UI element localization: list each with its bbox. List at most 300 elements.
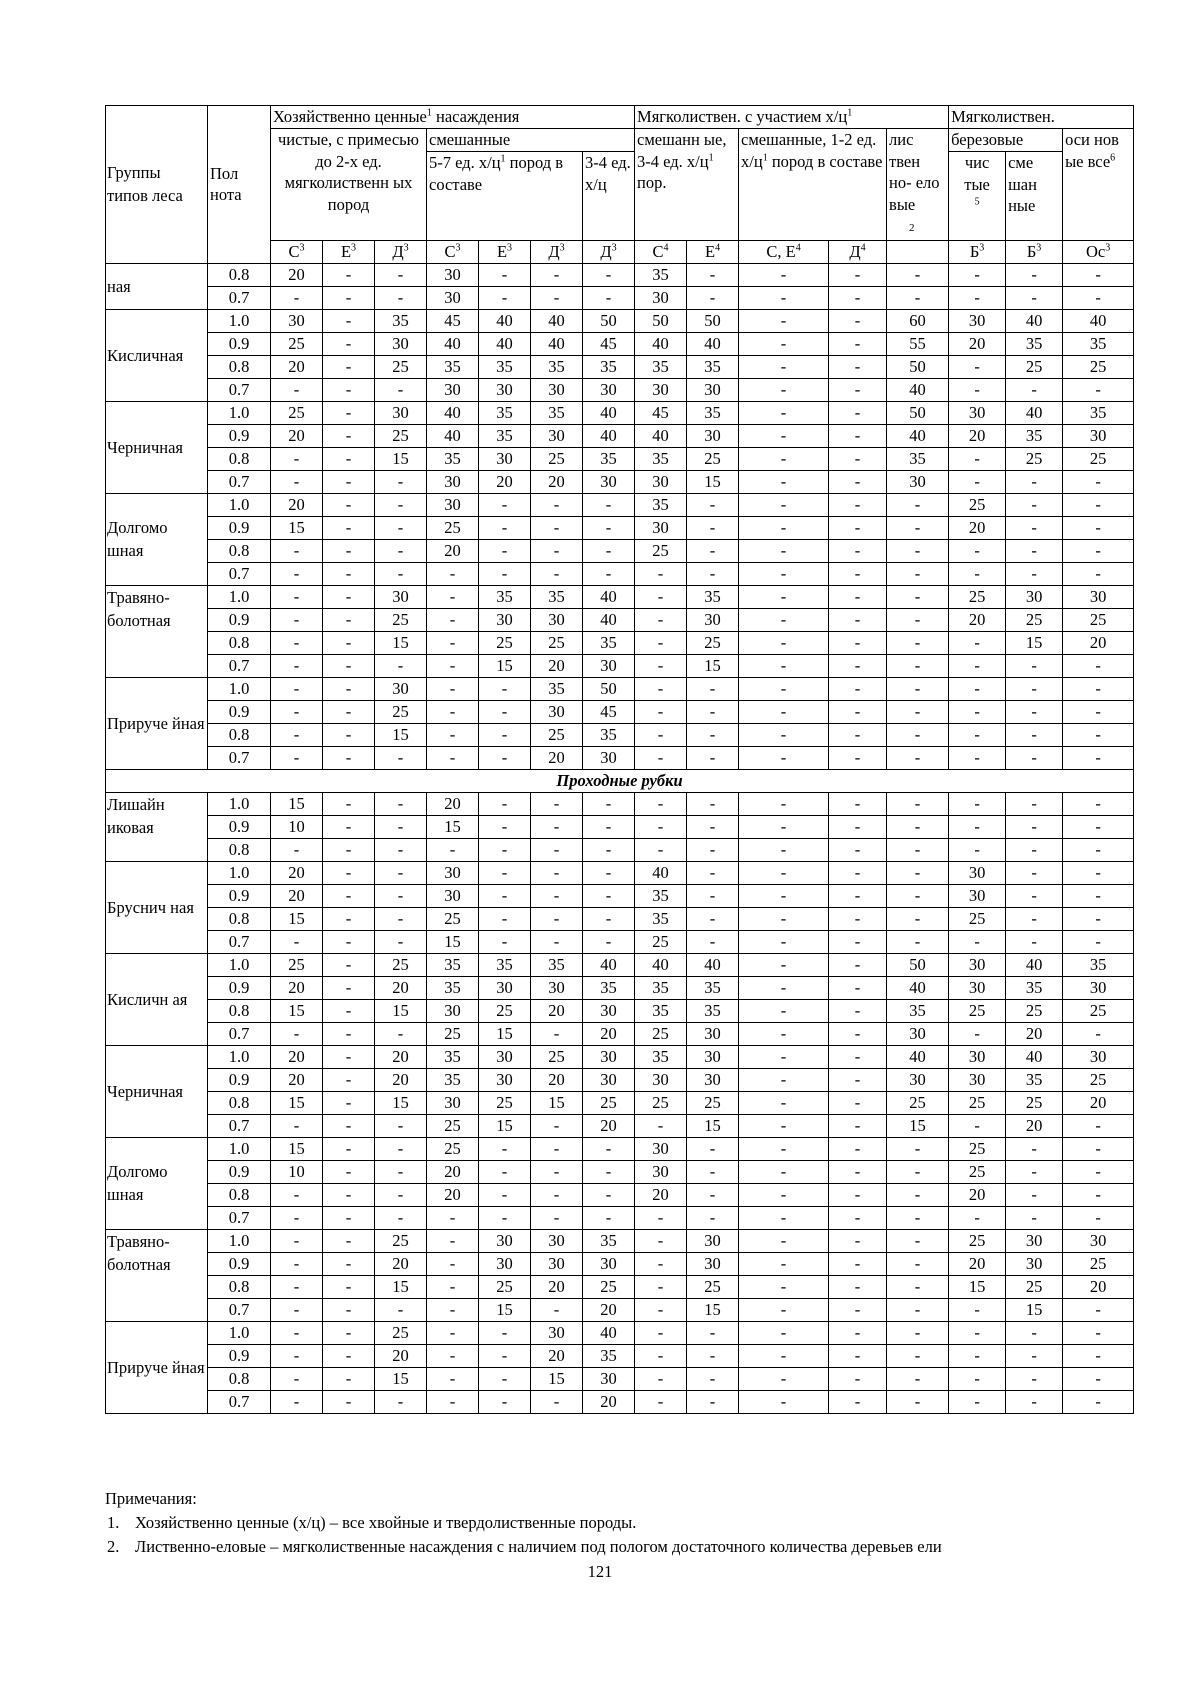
value-cell: 30 — [427, 286, 479, 309]
value-cell: 30 — [375, 401, 427, 424]
value-cell: - — [887, 585, 949, 608]
stocking-cell: 0.8 — [208, 263, 271, 286]
value-cell: - — [271, 1229, 323, 1252]
value-cell: - — [887, 1183, 949, 1206]
value-cell: 15 — [375, 1367, 427, 1390]
value-cell: - — [1006, 1160, 1063, 1183]
value-cell: - — [323, 309, 375, 332]
footnote-ref: 1 — [708, 152, 714, 163]
value-cell: 50 — [583, 677, 635, 700]
stocking-cell: 0.8 — [208, 999, 271, 1022]
value-cell: 40 — [583, 608, 635, 631]
value-cell: 30 — [427, 861, 479, 884]
value-cell: 45 — [427, 309, 479, 332]
value-cell: - — [375, 378, 427, 401]
value-cell: - — [739, 1114, 829, 1137]
stocking-cell: 0.7 — [208, 286, 271, 309]
value-cell: 35 — [479, 424, 531, 447]
value-cell: 35 — [635, 493, 687, 516]
value-cell: 20 — [271, 355, 323, 378]
value-cell: - — [375, 493, 427, 516]
species-label: Д — [600, 241, 612, 261]
value-cell: 40 — [427, 424, 479, 447]
value-cell: - — [739, 585, 829, 608]
table-row — [106, 677, 1134, 700]
value-cell: - — [739, 1022, 829, 1045]
table-row — [106, 1298, 1134, 1321]
value-cell: - — [531, 1137, 583, 1160]
value-cell: - — [829, 1137, 887, 1160]
value-cell: - — [887, 1344, 949, 1367]
value-cell: - — [271, 470, 323, 493]
value-cell: - — [829, 263, 887, 286]
value-cell: - — [829, 999, 887, 1022]
value-cell: - — [271, 1298, 323, 1321]
value-cell: - — [323, 1206, 375, 1229]
value-cell: - — [739, 355, 829, 378]
mixed-57-label-end: пород в составе — [429, 153, 564, 194]
value-cell: - — [949, 263, 1006, 286]
softwood-with-valuable-header — [635, 106, 949, 129]
value-cell: 25 — [949, 1137, 1006, 1160]
value-cell: - — [323, 1298, 375, 1321]
stocking-cell: 1.0 — [208, 677, 271, 700]
value-cell: - — [323, 700, 375, 723]
value-cell: - — [479, 884, 531, 907]
value-cell: 20 — [949, 332, 1006, 355]
value-cell: 40 — [887, 1045, 949, 1068]
stocking-cell: 1.0 — [208, 1137, 271, 1160]
value-cell: - — [739, 401, 829, 424]
value-cell: - — [323, 263, 375, 286]
mk-mixed-12-label: смешанные, 1-2 ед. х/ц — [741, 130, 877, 171]
value-cell: - — [687, 861, 739, 884]
value-cell: 25 — [687, 1091, 739, 1114]
value-cell: 20 — [949, 1183, 1006, 1206]
value-cell: - — [375, 263, 427, 286]
value-cell: - — [323, 1045, 375, 1068]
value-cell: - — [829, 677, 887, 700]
value-cell: - — [271, 447, 323, 470]
value-cell: 30 — [1063, 976, 1134, 999]
stocking-cell: 0.7 — [208, 470, 271, 493]
species-header-cell — [323, 240, 375, 263]
value-cell: - — [479, 1367, 531, 1390]
value-cell: - — [375, 1183, 427, 1206]
value-cell: 25 — [531, 631, 583, 654]
species-header-cell — [427, 240, 479, 263]
value-cell: - — [829, 631, 887, 654]
value-cell: - — [323, 1137, 375, 1160]
stocking-cell: 0.7 — [208, 654, 271, 677]
value-cell: - — [1006, 700, 1063, 723]
value-cell: - — [829, 792, 887, 815]
value-cell: - — [949, 1321, 1006, 1344]
value-cell: 35 — [427, 953, 479, 976]
value-cell: 40 — [1006, 401, 1063, 424]
value-cell: - — [1006, 263, 1063, 286]
stocking-cell: 0.9 — [208, 976, 271, 999]
value-cell: 35 — [583, 447, 635, 470]
notes-title: Примечания: — [105, 1489, 197, 1508]
value-cell: - — [323, 401, 375, 424]
value-cell: - — [479, 539, 531, 562]
table-row — [106, 1183, 1134, 1206]
value-cell: - — [949, 1114, 1006, 1137]
value-cell: - — [687, 884, 739, 907]
value-cell: - — [739, 976, 829, 999]
value-cell: - — [887, 654, 949, 677]
value-cell: - — [427, 1206, 479, 1229]
stocking-cell: 0.9 — [208, 815, 271, 838]
footnote-ref: 3 — [1105, 242, 1111, 253]
value-cell: - — [829, 1183, 887, 1206]
value-cell: 20 — [583, 1022, 635, 1045]
value-cell: 30 — [479, 378, 531, 401]
value-cell: 30 — [531, 378, 583, 401]
value-cell: - — [739, 930, 829, 953]
table-row — [106, 608, 1134, 631]
value-cell: - — [1006, 562, 1063, 585]
value-cell: - — [323, 1229, 375, 1252]
value-cell: - — [739, 654, 829, 677]
value-cell: 40 — [531, 332, 583, 355]
value-cell: 20 — [531, 470, 583, 493]
value-cell: 25 — [427, 1022, 479, 1045]
value-cell: - — [271, 1206, 323, 1229]
species-header-cell — [531, 240, 583, 263]
note-number: 2. — [107, 1537, 120, 1556]
value-cell: - — [479, 1206, 531, 1229]
value-cell: - — [635, 654, 687, 677]
value-cell: 15 — [479, 1114, 531, 1137]
value-cell: - — [635, 838, 687, 861]
value-cell: 30 — [1063, 1045, 1134, 1068]
forest-type-group: ная — [106, 263, 208, 309]
value-cell: 25 — [949, 907, 1006, 930]
value-cell: - — [531, 838, 583, 861]
species-label: Д — [849, 241, 861, 261]
value-cell: - — [375, 286, 427, 309]
value-cell: - — [1063, 1390, 1134, 1413]
section-title: Проходные рубки — [106, 769, 1134, 792]
table-row — [106, 1068, 1134, 1091]
value-cell: - — [271, 654, 323, 677]
value-cell: - — [271, 1252, 323, 1275]
value-cell: - — [323, 884, 375, 907]
value-cell: 30 — [479, 1068, 531, 1091]
value-cell: 25 — [687, 447, 739, 470]
value-cell: 25 — [635, 930, 687, 953]
clean-stands-header — [271, 129, 427, 241]
value-cell: - — [1006, 815, 1063, 838]
stocking-cell: 1.0 — [208, 953, 271, 976]
value-cell: - — [1063, 861, 1134, 884]
value-cell: 30 — [479, 1045, 531, 1068]
value-cell: - — [1006, 1344, 1063, 1367]
value-cell: - — [271, 700, 323, 723]
table-row — [106, 1275, 1134, 1298]
species-label: Е — [496, 241, 508, 261]
forest-type-group: Долгомо шная — [106, 1137, 208, 1229]
value-cell: - — [323, 1183, 375, 1206]
value-cell: - — [887, 1252, 949, 1275]
value-cell: - — [829, 447, 887, 470]
value-cell: 20 — [949, 516, 1006, 539]
value-cell: - — [583, 861, 635, 884]
stocking-cell: 1.0 — [208, 861, 271, 884]
value-cell: - — [949, 447, 1006, 470]
value-cell: - — [1006, 654, 1063, 677]
value-cell: - — [1063, 562, 1134, 585]
stocking-cell: 0.8 — [208, 1275, 271, 1298]
value-cell: - — [687, 907, 739, 930]
value-cell: 35 — [635, 1045, 687, 1068]
forest-type-group: Кисличн ая — [106, 953, 208, 1045]
value-cell: - — [531, 286, 583, 309]
value-cell: 40 — [887, 424, 949, 447]
value-cell: - — [829, 1344, 887, 1367]
value-cell: - — [427, 585, 479, 608]
value-cell: - — [1006, 792, 1063, 815]
value-cell: - — [479, 516, 531, 539]
value-cell: - — [1006, 723, 1063, 746]
value-cell: - — [739, 1275, 829, 1298]
value-cell: 35 — [887, 447, 949, 470]
value-cell: 30 — [949, 884, 1006, 907]
value-cell: - — [1006, 1321, 1063, 1344]
value-cell: - — [427, 1275, 479, 1298]
value-cell: - — [687, 286, 739, 309]
stocking-cell: 0.9 — [208, 516, 271, 539]
value-cell: - — [739, 1321, 829, 1344]
value-cell: - — [887, 1321, 949, 1344]
species-label: С — [288, 241, 300, 261]
value-cell: 25 — [375, 700, 427, 723]
value-cell: 35 — [427, 976, 479, 999]
value-cell: - — [1006, 378, 1063, 401]
value-cell: - — [687, 1367, 739, 1390]
value-cell: 50 — [687, 309, 739, 332]
mixed-57-label: 5-7 ед. х/ц — [429, 153, 501, 172]
value-cell: - — [271, 723, 323, 746]
value-cell: - — [479, 677, 531, 700]
value-cell: 20 — [1063, 1275, 1134, 1298]
value-cell: 40 — [635, 953, 687, 976]
value-cell: - — [427, 1390, 479, 1413]
value-cell: - — [583, 1183, 635, 1206]
value-cell: - — [739, 1252, 829, 1275]
table-row — [106, 539, 1134, 562]
value-cell: 30 — [949, 861, 1006, 884]
value-cell: - — [1006, 286, 1063, 309]
value-cell: - — [1063, 1344, 1134, 1367]
footnote-ref: 1 — [847, 107, 853, 119]
value-cell: - — [479, 1183, 531, 1206]
value-cell: - — [829, 700, 887, 723]
stocking-cell: 0.8 — [208, 723, 271, 746]
value-cell: - — [887, 539, 949, 562]
value-cell: - — [271, 1114, 323, 1137]
value-cell: 15 — [271, 792, 323, 815]
table-row — [106, 746, 1134, 769]
value-cell: 35 — [479, 401, 531, 424]
stocking-cell: 0.9 — [208, 332, 271, 355]
value-cell: 40 — [635, 424, 687, 447]
note-text: Лиственно-еловые – мягколиственные насаждения с наличием под пологом достаточного количества деревьев ели — [135, 1537, 942, 1556]
value-cell: 15 — [479, 654, 531, 677]
value-cell: 30 — [687, 1068, 739, 1091]
table-row — [106, 378, 1134, 401]
value-cell: 15 — [1006, 631, 1063, 654]
value-cell: 20 — [479, 470, 531, 493]
value-cell: 25 — [1006, 1091, 1063, 1114]
species-label: Д — [548, 241, 560, 261]
value-cell: - — [427, 1252, 479, 1275]
mixed-label: смешанные — [429, 130, 511, 149]
value-cell: - — [829, 1091, 887, 1114]
stocking-cell: 0.8 — [208, 907, 271, 930]
value-cell: 25 — [479, 1091, 531, 1114]
value-cell: - — [829, 1298, 887, 1321]
value-cell: 15 — [531, 1091, 583, 1114]
stocking-cell: 0.8 — [208, 1367, 271, 1390]
value-cell: - — [375, 1022, 427, 1045]
stocking-cell: 0.7 — [208, 1390, 271, 1413]
value-cell: - — [323, 838, 375, 861]
mk-mixed-12-label-end: пород в составе — [767, 151, 883, 171]
value-cell: - — [323, 424, 375, 447]
value-cell: - — [1006, 838, 1063, 861]
table-row — [106, 815, 1134, 838]
value-cell: 25 — [375, 953, 427, 976]
value-cell: - — [271, 1183, 323, 1206]
footnote-ref: 4 — [860, 242, 866, 253]
footnote-ref: 3 — [1036, 242, 1042, 253]
value-cell: - — [887, 884, 949, 907]
value-cell: 25 — [635, 1091, 687, 1114]
value-cell: - — [427, 700, 479, 723]
value-cell: 25 — [531, 723, 583, 746]
birch-clean-header — [949, 152, 1006, 241]
value-cell: - — [887, 861, 949, 884]
value-cell: - — [271, 378, 323, 401]
value-cell: - — [887, 907, 949, 930]
value-cell: 25 — [949, 493, 1006, 516]
note-number: 1. — [107, 1513, 120, 1532]
value-cell: - — [375, 792, 427, 815]
value-cell: - — [479, 838, 531, 861]
value-cell: - — [687, 723, 739, 746]
value-cell: 20 — [427, 1183, 479, 1206]
value-cell: - — [687, 815, 739, 838]
value-cell: 30 — [687, 1229, 739, 1252]
value-cell: 40 — [687, 953, 739, 976]
value-cell: - — [687, 1344, 739, 1367]
value-cell: - — [829, 516, 887, 539]
value-cell: - — [635, 631, 687, 654]
value-cell: 20 — [583, 1298, 635, 1321]
value-cell: 20 — [375, 1344, 427, 1367]
value-cell: - — [687, 1183, 739, 1206]
value-cell: - — [829, 286, 887, 309]
value-cell: - — [531, 263, 583, 286]
value-cell: - — [271, 608, 323, 631]
value-cell: 35 — [687, 999, 739, 1022]
value-cell: - — [271, 539, 323, 562]
value-cell: 35 — [427, 355, 479, 378]
value-cell: - — [375, 1137, 427, 1160]
stocking-cell: 0.8 — [208, 447, 271, 470]
value-cell: - — [887, 792, 949, 815]
value-cell: - — [687, 930, 739, 953]
value-cell: - — [323, 746, 375, 769]
value-cell: 30 — [687, 1045, 739, 1068]
value-cell: - — [323, 355, 375, 378]
value-cell: 30 — [531, 700, 583, 723]
value-cell: 20 — [271, 1068, 323, 1091]
value-cell: - — [829, 723, 887, 746]
table-row — [106, 1321, 1134, 1344]
value-cell: 30 — [583, 1367, 635, 1390]
value-cell: 15 — [531, 1367, 583, 1390]
value-cell: - — [887, 1206, 949, 1229]
value-cell: 30 — [375, 332, 427, 355]
value-cell: - — [479, 286, 531, 309]
value-cell: - — [829, 1390, 887, 1413]
value-cell: 35 — [531, 585, 583, 608]
table-row — [106, 1344, 1134, 1367]
value-cell: - — [829, 1275, 887, 1298]
value-cell: - — [479, 1137, 531, 1160]
value-cell: 25 — [427, 1137, 479, 1160]
stocking-cell: 1.0 — [208, 585, 271, 608]
value-cell: - — [887, 930, 949, 953]
value-cell: - — [687, 263, 739, 286]
value-cell: - — [271, 585, 323, 608]
value-cell: 15 — [375, 723, 427, 746]
value-cell: 30 — [531, 424, 583, 447]
value-cell: - — [531, 792, 583, 815]
value-cell: - — [949, 378, 1006, 401]
table-row — [106, 286, 1134, 309]
value-cell: - — [375, 884, 427, 907]
value-cell: 25 — [887, 1091, 949, 1114]
table-row — [106, 723, 1134, 746]
table-row — [106, 1252, 1134, 1275]
value-cell: - — [323, 930, 375, 953]
value-cell: - — [949, 654, 1006, 677]
table-row — [106, 999, 1134, 1022]
value-cell: - — [887, 562, 949, 585]
value-cell: - — [271, 286, 323, 309]
value-cell: - — [323, 1367, 375, 1390]
value-cell: - — [687, 1137, 739, 1160]
value-cell: 40 — [479, 309, 531, 332]
value-cell: - — [531, 1183, 583, 1206]
value-cell: - — [1006, 539, 1063, 562]
value-cell: 30 — [687, 608, 739, 631]
birch-label: березовые — [951, 130, 1024, 149]
value-cell: 35 — [687, 401, 739, 424]
value-cell: - — [323, 815, 375, 838]
value-cell: - — [739, 884, 829, 907]
value-cell: - — [739, 539, 829, 562]
value-cell: - — [375, 861, 427, 884]
value-cell: - — [271, 1344, 323, 1367]
value-cell: 15 — [427, 930, 479, 953]
value-cell: 25 — [271, 401, 323, 424]
